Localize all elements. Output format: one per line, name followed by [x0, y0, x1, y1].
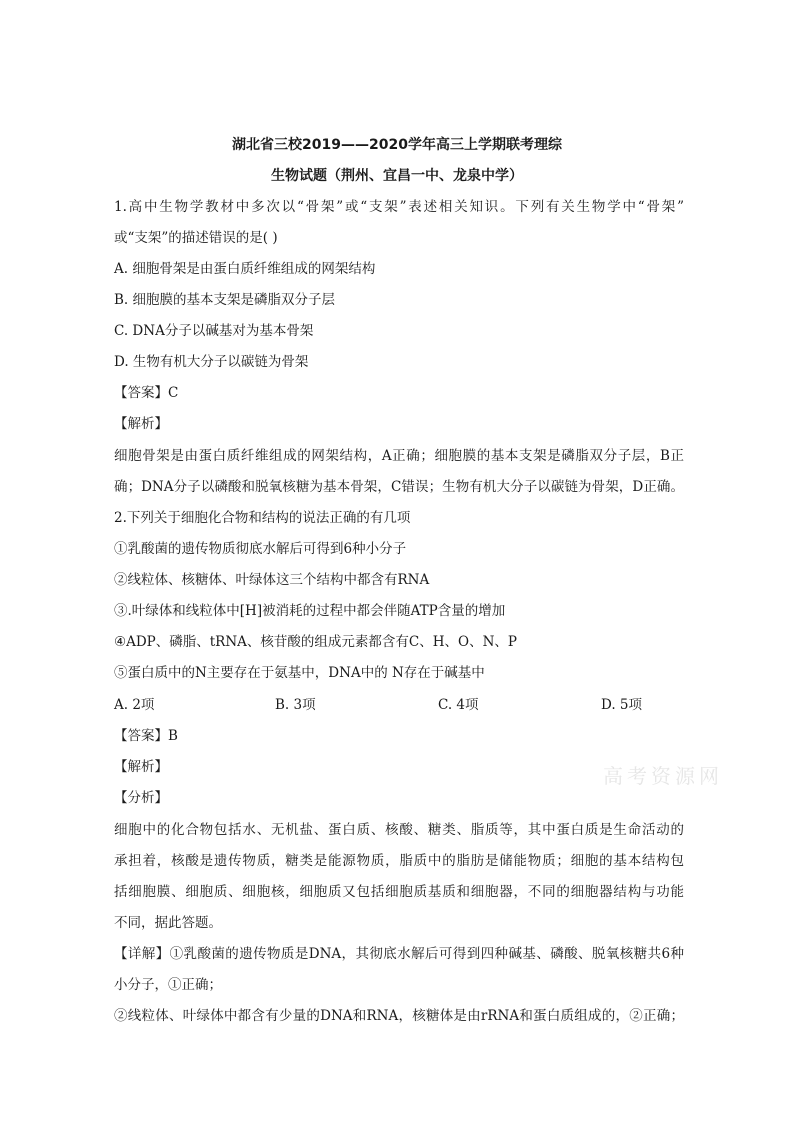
q2-fenxi-line-4: 不同，据此答题。: [114, 915, 222, 931]
q1-stem-line-1: 1.高中生物学教材中多次以“骨架”或“支架”表述相关知识。下列有关生物学中“骨架”: [114, 199, 684, 215]
q1-analysis-line-2: 确；DNA分子以磷酸和脱氧核糖为基本骨架，C错误；生物有机大分子以碳链为骨架，D正确。: [114, 479, 684, 495]
q2-fenxi-label: 【分析】: [114, 790, 168, 806]
q2-option-a: A. 2项: [114, 697, 155, 713]
q2-analysis-label: 【解析】: [114, 759, 168, 775]
q2-statement-4: ④ADP、磷脂、tRNA、核苷酸的组成元素都含有C、H、O、N、P: [114, 634, 517, 650]
q2-detail-line-3: ②线粒体、叶绿体中都含有少量的DNA和RNA，核糖体是由rRNA和蛋白质组成的，②正确；: [114, 1008, 684, 1024]
q1-stem-line-2: 或“支架”的描述错误的是( ): [114, 230, 278, 246]
q2-statement-5: ⑤蛋白质中的N主要存在于氨基中，DNA中的 N存在于碱基中: [114, 665, 485, 681]
q1-answer: 【答案】C: [114, 385, 179, 401]
q2-statement-3: ③.叶绿体和线粒体中[H]被消耗的过程中都会伴随ATP含量的增加: [114, 603, 506, 619]
q1-analysis-line-1: 细胞骨架是由蛋白质纤维组成的网架结构，A正确；细胞膜的基本支架是磷脂双分子层，B正: [114, 448, 684, 464]
q2-stem: 2.下列关于细胞化合物和结构的说法正确的有几项: [114, 510, 411, 526]
watermark: 高考资源网: [603, 764, 723, 788]
q1-option-d: D. 生物有机大分子以碳链为骨架: [114, 354, 309, 370]
q2-answer: 【答案】B: [114, 728, 178, 744]
q2-option-c: C. 4项: [438, 697, 479, 713]
q2-detail-line-1: 【详解】①乳酸菌的遗传物质是DNA，其彻底水解后可得到四种碱基、磷酸、脱氧核糖共6种: [114, 946, 684, 962]
q2-fenxi-line-3: 括细胞膜、细胞质、细胞核，细胞质又包括细胞质基质和细胞器，不同的细胞器结构与功能: [114, 884, 684, 900]
q2-statement-2: ②线粒体、核糖体、叶绿体这三个结构中都含有RNA: [114, 572, 430, 588]
document-subtitle: 生物试题（荆州、宜昌一中、龙泉中学）: [271, 168, 523, 184]
q2-option-b: B. 3项: [275, 697, 316, 713]
q2-statement-1: ①乳酸菌的遗传物质彻底水解后可得到6种小分子: [114, 541, 407, 557]
q2-detail-line-2: 小分子，①正确；: [114, 977, 222, 993]
q2-fenxi-line-2: 承担着，核酸是遗传物质，糖类是能源物质，脂质中的脂肪是储能物质；细胞的基本结构包: [114, 853, 684, 869]
q1-analysis-label: 【解析】: [114, 416, 168, 432]
q1-option-c: C. DNA分子以碱基对为基本骨架: [114, 323, 314, 339]
q2-fenxi-line-1: 细胞中的化合物包括水、无机盐、蛋白质、核酸、糖类、脂质等，其中蛋白质是生命活动的: [114, 822, 684, 838]
q1-option-a: A. 细胞骨架是由蛋白质纤维组成的网架结构: [114, 261, 376, 277]
q2-option-d: D. 5项: [601, 697, 643, 713]
document-title: 湖北省三校2019——2020学年高三上学期联考理综: [232, 137, 562, 153]
q1-option-b: B. 细胞膜的基本支架是磷脂双分子层: [114, 292, 336, 308]
